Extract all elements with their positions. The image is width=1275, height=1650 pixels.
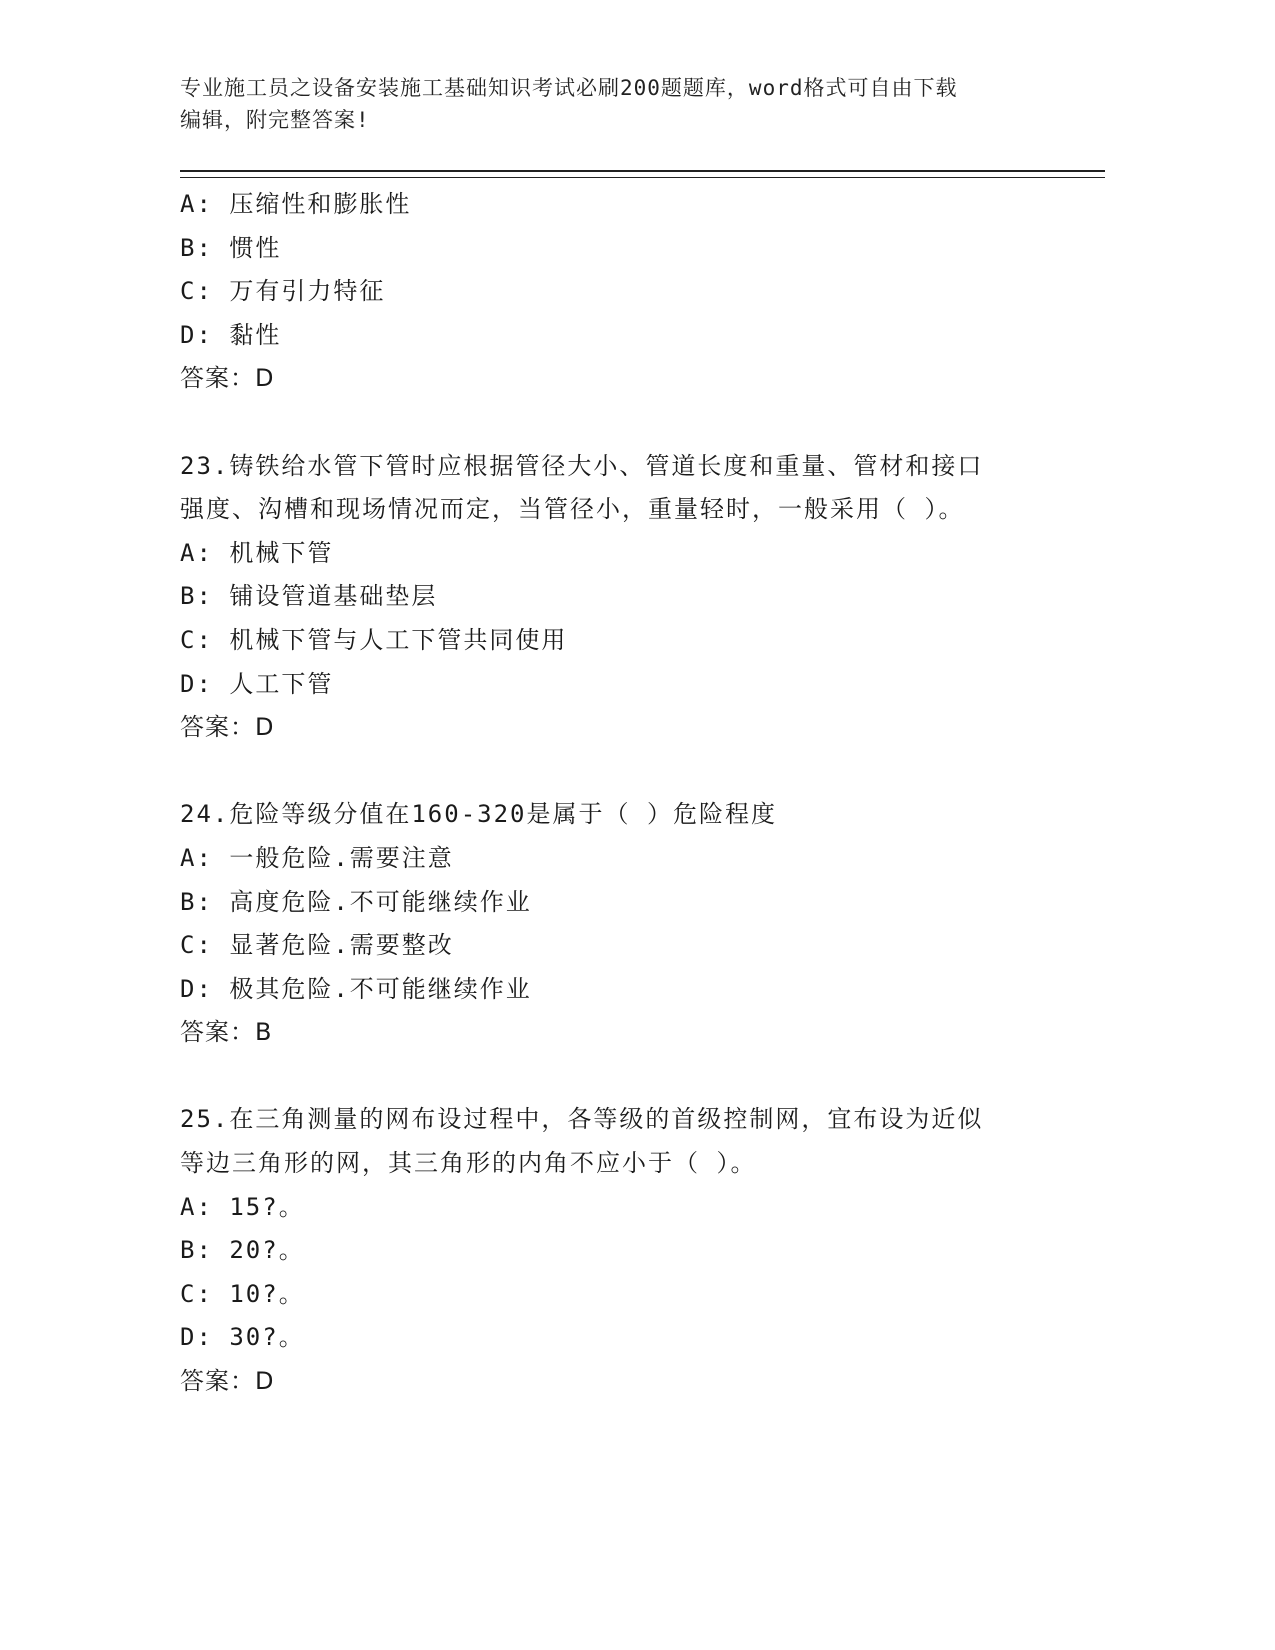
answer: 答案：D [180,364,275,393]
document-header [180,72,1060,136]
answer: 答案：D [180,1367,275,1396]
option-c: C: 机械下管与人工下管共同使用 [180,625,568,654]
option-b: B: 铺设管道基础垫层 [180,582,438,611]
option-b: B: 惯性 [180,233,282,262]
option-d: D: 黏性 [180,320,282,349]
header-title-line-2: 编辑，附完整答案! [180,108,370,132]
answer: 答案：B [180,1018,273,1047]
spacer [180,750,1060,794]
question-25 [180,1098,1060,1403]
option-b: B: 20?。 [180,1236,305,1265]
question-24 [180,793,1060,1055]
option-a: A: 压缩性和膨胀性 [180,190,412,218]
spacer [180,1055,1060,1099]
question-23 [180,445,1060,750]
header-divider [180,170,1105,178]
question-stem: 25.在三角测量的网布设过程中，各等级的首级控制网，宜布设为近似 [180,1105,984,1134]
option-b: B: 高度危险.不可能继续作业 [180,887,532,916]
option-a: A: 15?。 [180,1192,305,1221]
option-a: A: 机械下管 [180,538,334,567]
question-22 [180,183,1060,401]
option-a: A: 一般危险.需要注意 [180,843,454,872]
option-d: D: 30?。 [180,1323,305,1352]
option-c: C: 显著危险.需要整改 [180,931,454,960]
question-stem: 24.危险等级分值在160-320是属于（ ）危险程度 [180,800,777,829]
option-c: C: 10?。 [180,1279,305,1308]
question-list [180,183,1060,1404]
option-c: C: 万有引力特征 [180,277,386,306]
header-title-line-1: 专业施工员之设备安装施工基础知识考试必刷200题题库，word格式可自由下载 [180,76,958,100]
option-d: D: 人工下管 [180,669,334,698]
option-d: D: 极其危险.不可能继续作业 [180,974,532,1003]
answer: 答案：D [180,713,275,742]
spacer [180,401,1060,445]
question-stem-continued: 等边三角形的网，其三角形的内角不应小于（ ）。 [180,1149,757,1178]
question-stem-continued: 强度、沟槽和现场情况而定，当管径小，重量轻时，一般采用（ ）。 [180,495,965,524]
question-stem: 23.铸铁给水管下管时应根据管径大小、管道长度和重量、管材和接口 [180,451,984,480]
